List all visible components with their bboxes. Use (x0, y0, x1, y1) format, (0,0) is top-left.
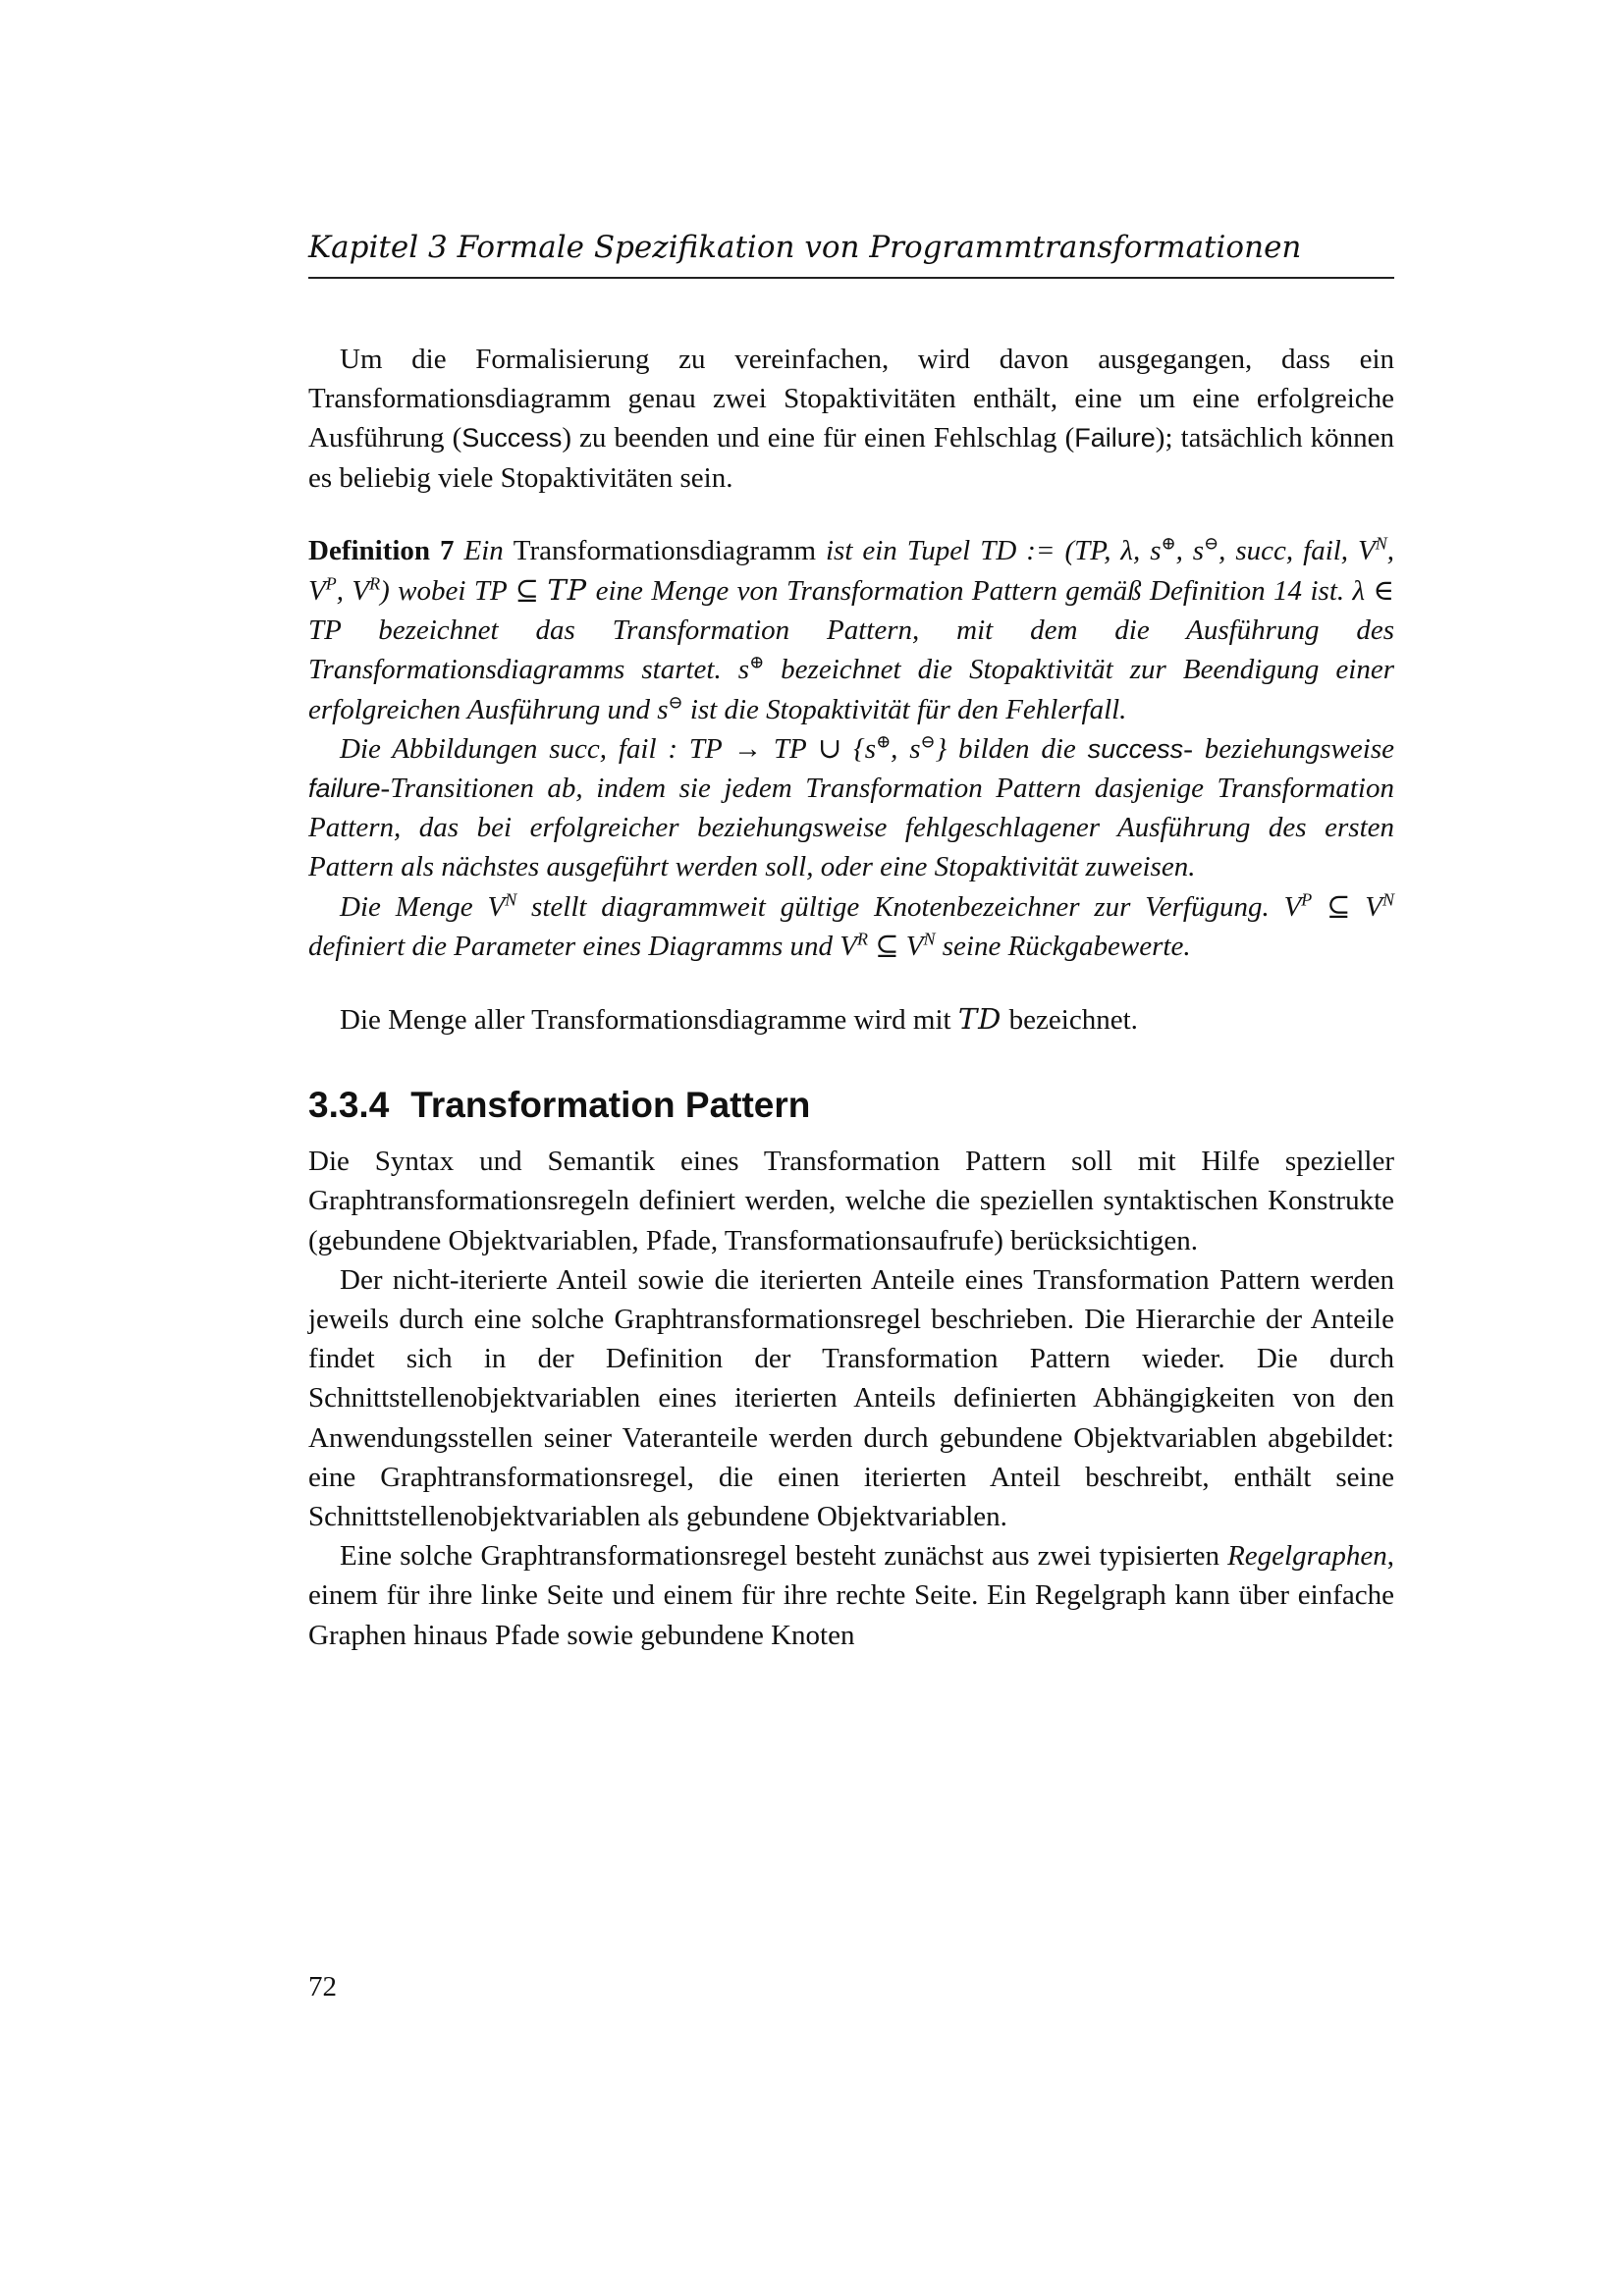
definition-paragraph-1: Definition 7 Ein Transformationsdiagramm ist ein Tupel TD := (TP, λ, s⊕, s⊖, succ, fail, $V^N$, $V^P$, $V^R$) wobei TP ⊆ TP eine Menge von Transformation Pattern gemäß Definition 14 ist. λ ∈ TP bezeichnet das Transformation Pattern, mit dem die Ausführung des Transformationsdiagramms startet. s⊕ bezeichnet die Stopaktivität zur Beendigung einer erfolgreichen Ausführung und s⊖ ist die Stopaktivität für den Fehlerfall. (308, 533, 1395, 725)
main-text (308, 340, 1394, 1655)
calligraphic-tp: TP (547, 573, 588, 608)
body-paragraph-1: Die Syntax und Semantik eines Transformation Pattern soll mit Hilfe spezieller Graphtransformationsregeln definiert werden, welche die speziellen syntaktischen Konstrukte (gebundene Objektvariablen, Pfade, Transformationsaufrufe) berücksichtigen. (308, 1146, 1394, 1256)
header-title: Formale Spezifikation von Programmtransformationen (457, 230, 1302, 265)
after-definition-paragraph: Die Menge aller Transformationsdiagramme wird mit TD bezeichnet. (340, 1002, 1138, 1037)
definition-block (308, 531, 1394, 966)
success-keyword-def: success (1087, 733, 1184, 764)
definition-term: Transformationsdiagramm (513, 534, 817, 566)
definition-paragraph-2: Die Abbildungen succ, fail : TP → TP ∪ {s⊕, s⊖} bilden die success- beziehungsweise failure-Transitionen ab, indem sie jedem Transformation Pattern dasjenige Transformation Pattern, das bei erfolgreicher beziehungsweise fehlgeschlagener Ausführung des ersten Pattern als nächstes ausgeführt werden soll, oder eine Stopaktivität zuweisen. (308, 731, 1394, 883)
failure-keyword-def: failure (308, 774, 381, 804)
body-paragraph-2: Der nicht-iterierte Anteil sowie die iterierten Anteile eines Transformation Pattern werden jeweils durch eine solche Graphtransformationsregel beschrieben. Die Hierarchie der Anteile findet sich in der Definition der Transformation Pattern wieder. Die durch Schnittstellenobjektvariablen eines iterierten Anteils definierten Abhängigkeiten von den Anwendungsstellen seiner Vateranteile werden durch gebundene Objektvariablen abgebildet: eine Graphtransformationsregel, die einen iterierten Anteil beschreibt, enthält seine Schnittstellenobjektvariablen als gebundene Objektvariablen. (308, 1263, 1394, 1533)
section-number: 3.3.4 (308, 1085, 390, 1126)
failure-keyword: Failure (1074, 423, 1156, 454)
section-heading (308, 1083, 1394, 1128)
header-chapter: Kapitel 3 (308, 230, 448, 265)
calligraphic-td: TD (957, 1002, 1002, 1037)
regelgraphen-term: Regelgraphen (1227, 1540, 1387, 1573)
intro-paragraph: Um die Formalisierung zu vereinfachen, wird davon ausgegangen, dass ein Transformationsdiagramm genau zwei Stopaktivitäten enthält, eine um eine erfolgreiche Ausführung (Success) zu beenden und eine für einen Fehlschlag (Failure); tatsächlich können es beliebig viele Stopaktivitäten sein. (308, 344, 1395, 494)
page-number: 72 (308, 1971, 337, 2002)
section-title: Transformation Pattern (410, 1085, 811, 1126)
definition-label: Definition 7 (308, 534, 455, 566)
running-header (308, 228, 1394, 279)
definition-paragraph-3: Die Menge $V^N$ stellt diagrammweit gültige Knotenbezeichner zur Verfügung. $V^P$ ⊆ $V^N$ definiert die Parameter eines Diagramms und $V^R$ ⊆ $V^N$ seine Rückgabewerte. (308, 888, 1394, 962)
success-keyword: Success (461, 423, 563, 454)
body-paragraph-3: Eine solche Graphtransformationsregel besteht zunächst aus zwei typisierten Regelgraphen, einem für ihre linke Seite und einem für ihre rechte Seite. Ein Regelgraph kann über einfache Graphen hinaus Pfade sowie gebundene Knoten (308, 1540, 1394, 1651)
